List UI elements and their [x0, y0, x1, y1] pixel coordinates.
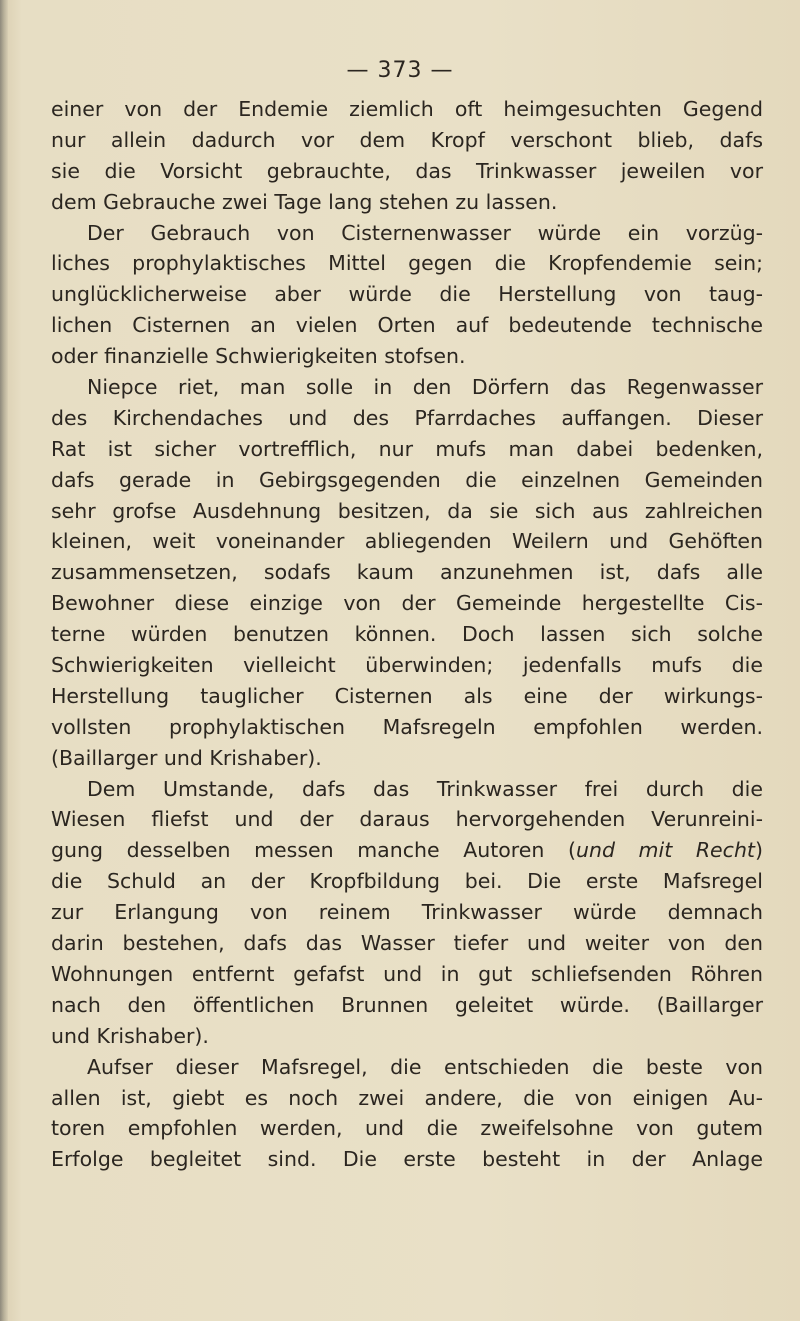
body-text [51, 94, 763, 1175]
text-line: sehr grofse Ausdehnung besitzen, da sie sich aus zahlreichen [51, 498, 763, 523]
text-line: gung desselben messen manche Autoren (und mit Recht) [51, 838, 763, 863]
text-line: Aufser dieser Mafsregel, die entschieden die beste von [87, 1054, 763, 1079]
text-line: vollsten prophylaktischen Mafsregeln empfohlen werden. [51, 714, 763, 739]
text-line: Schwierigkeiten vielleicht überwinden; jedenfalls mufs die [51, 653, 763, 678]
text-line: unglücklicherweise aber würde die Herstellung von taug- [51, 282, 763, 307]
text-line: Rat ist sicher vortrefflich, nur mufs man dabei bedenken, [51, 436, 763, 461]
text-line: die Schuld an der Kropfbildung bei. Die erste Mafsregel [51, 869, 763, 894]
text-line: oder finanzielle Schwierigkeiten stofsen. [51, 344, 466, 369]
text-line: lichen Cisternen an vielen Orten auf bedeutende technische [51, 313, 763, 338]
text-line: Niepce riet, man solle in den Dörfern das Regenwasser [87, 375, 763, 400]
text-line: sie die Vorsicht gebrauchte, das Trinkwasser jeweilen vor [51, 158, 763, 183]
text-line: zur Erlangung von reinem Trinkwasser würde demnach [51, 900, 763, 925]
text-line: kleinen, weit voneinander abliegenden Weilern und Gehöften [51, 529, 763, 554]
text-line: des Kirchendaches und des Pfarrdaches auffangen. Dieser [51, 405, 763, 430]
text-line: toren empfohlen werden, und die zweifelsohne von gutem [51, 1116, 763, 1141]
page-number: — 373 — [346, 58, 454, 83]
text-line: Bewohner diese einzige von der Gemeinde hergestellte Cis- [51, 591, 763, 616]
text-line: zusammensetzen, sodafs kaum anzunehmen ist, dafs alle [51, 560, 763, 585]
text-line: (Baillarger und Krishaber). [51, 745, 322, 770]
text-line: Wiesen fliefst und der daraus hervorgehenden Verunreini- [51, 807, 763, 832]
text-line: Herstellung tauglicher Cisternen als eine der wirkungs- [51, 683, 763, 708]
text-line: Erfolge begleitet sind. Die erste besteht in der Anlage [51, 1147, 763, 1172]
text-line: Dem Umstande, dafs das Trinkwasser frei durch die [87, 776, 763, 801]
text-line: einer von der Endemie ziemlich oft heimgesuchten Gegend [51, 97, 763, 121]
text-line: Wohnungen entfernt gefafst und in gut schliefsenden Röhren [51, 961, 763, 986]
page-binding-edge [0, 0, 8, 1321]
italic-emphasis: und mit Recht [575, 838, 755, 863]
text-line: terne würden benutzen können. Doch lassen sich solche [51, 622, 763, 647]
text-line: Der Gebrauch von Cisternenwasser würde ein vorzüg- [87, 220, 763, 245]
text-line: und Krishaber). [51, 1023, 209, 1048]
text-line: nach den öffentlichen Brunnen geleitet würde. (Baillarger [51, 992, 763, 1017]
text-line: nur allein dadurch vor dem Kropf verschont blieb, dafs [51, 127, 763, 152]
text-line: allen ist, giebt es noch zwei andere, die von einigen Au- [51, 1085, 763, 1110]
text-line: dafs gerade in Gebirgsgegenden die einzelnen Gemeinden [51, 467, 763, 492]
text-line: dem Gebrauche zwei Tage lang stehen zu lassen. [51, 189, 558, 214]
text-line: darin bestehen, dafs das Wasser tiefer und weiter von den [51, 931, 763, 956]
text-line: liches prophylaktisches Mittel gegen die Kropfendemie sein; [51, 251, 763, 276]
